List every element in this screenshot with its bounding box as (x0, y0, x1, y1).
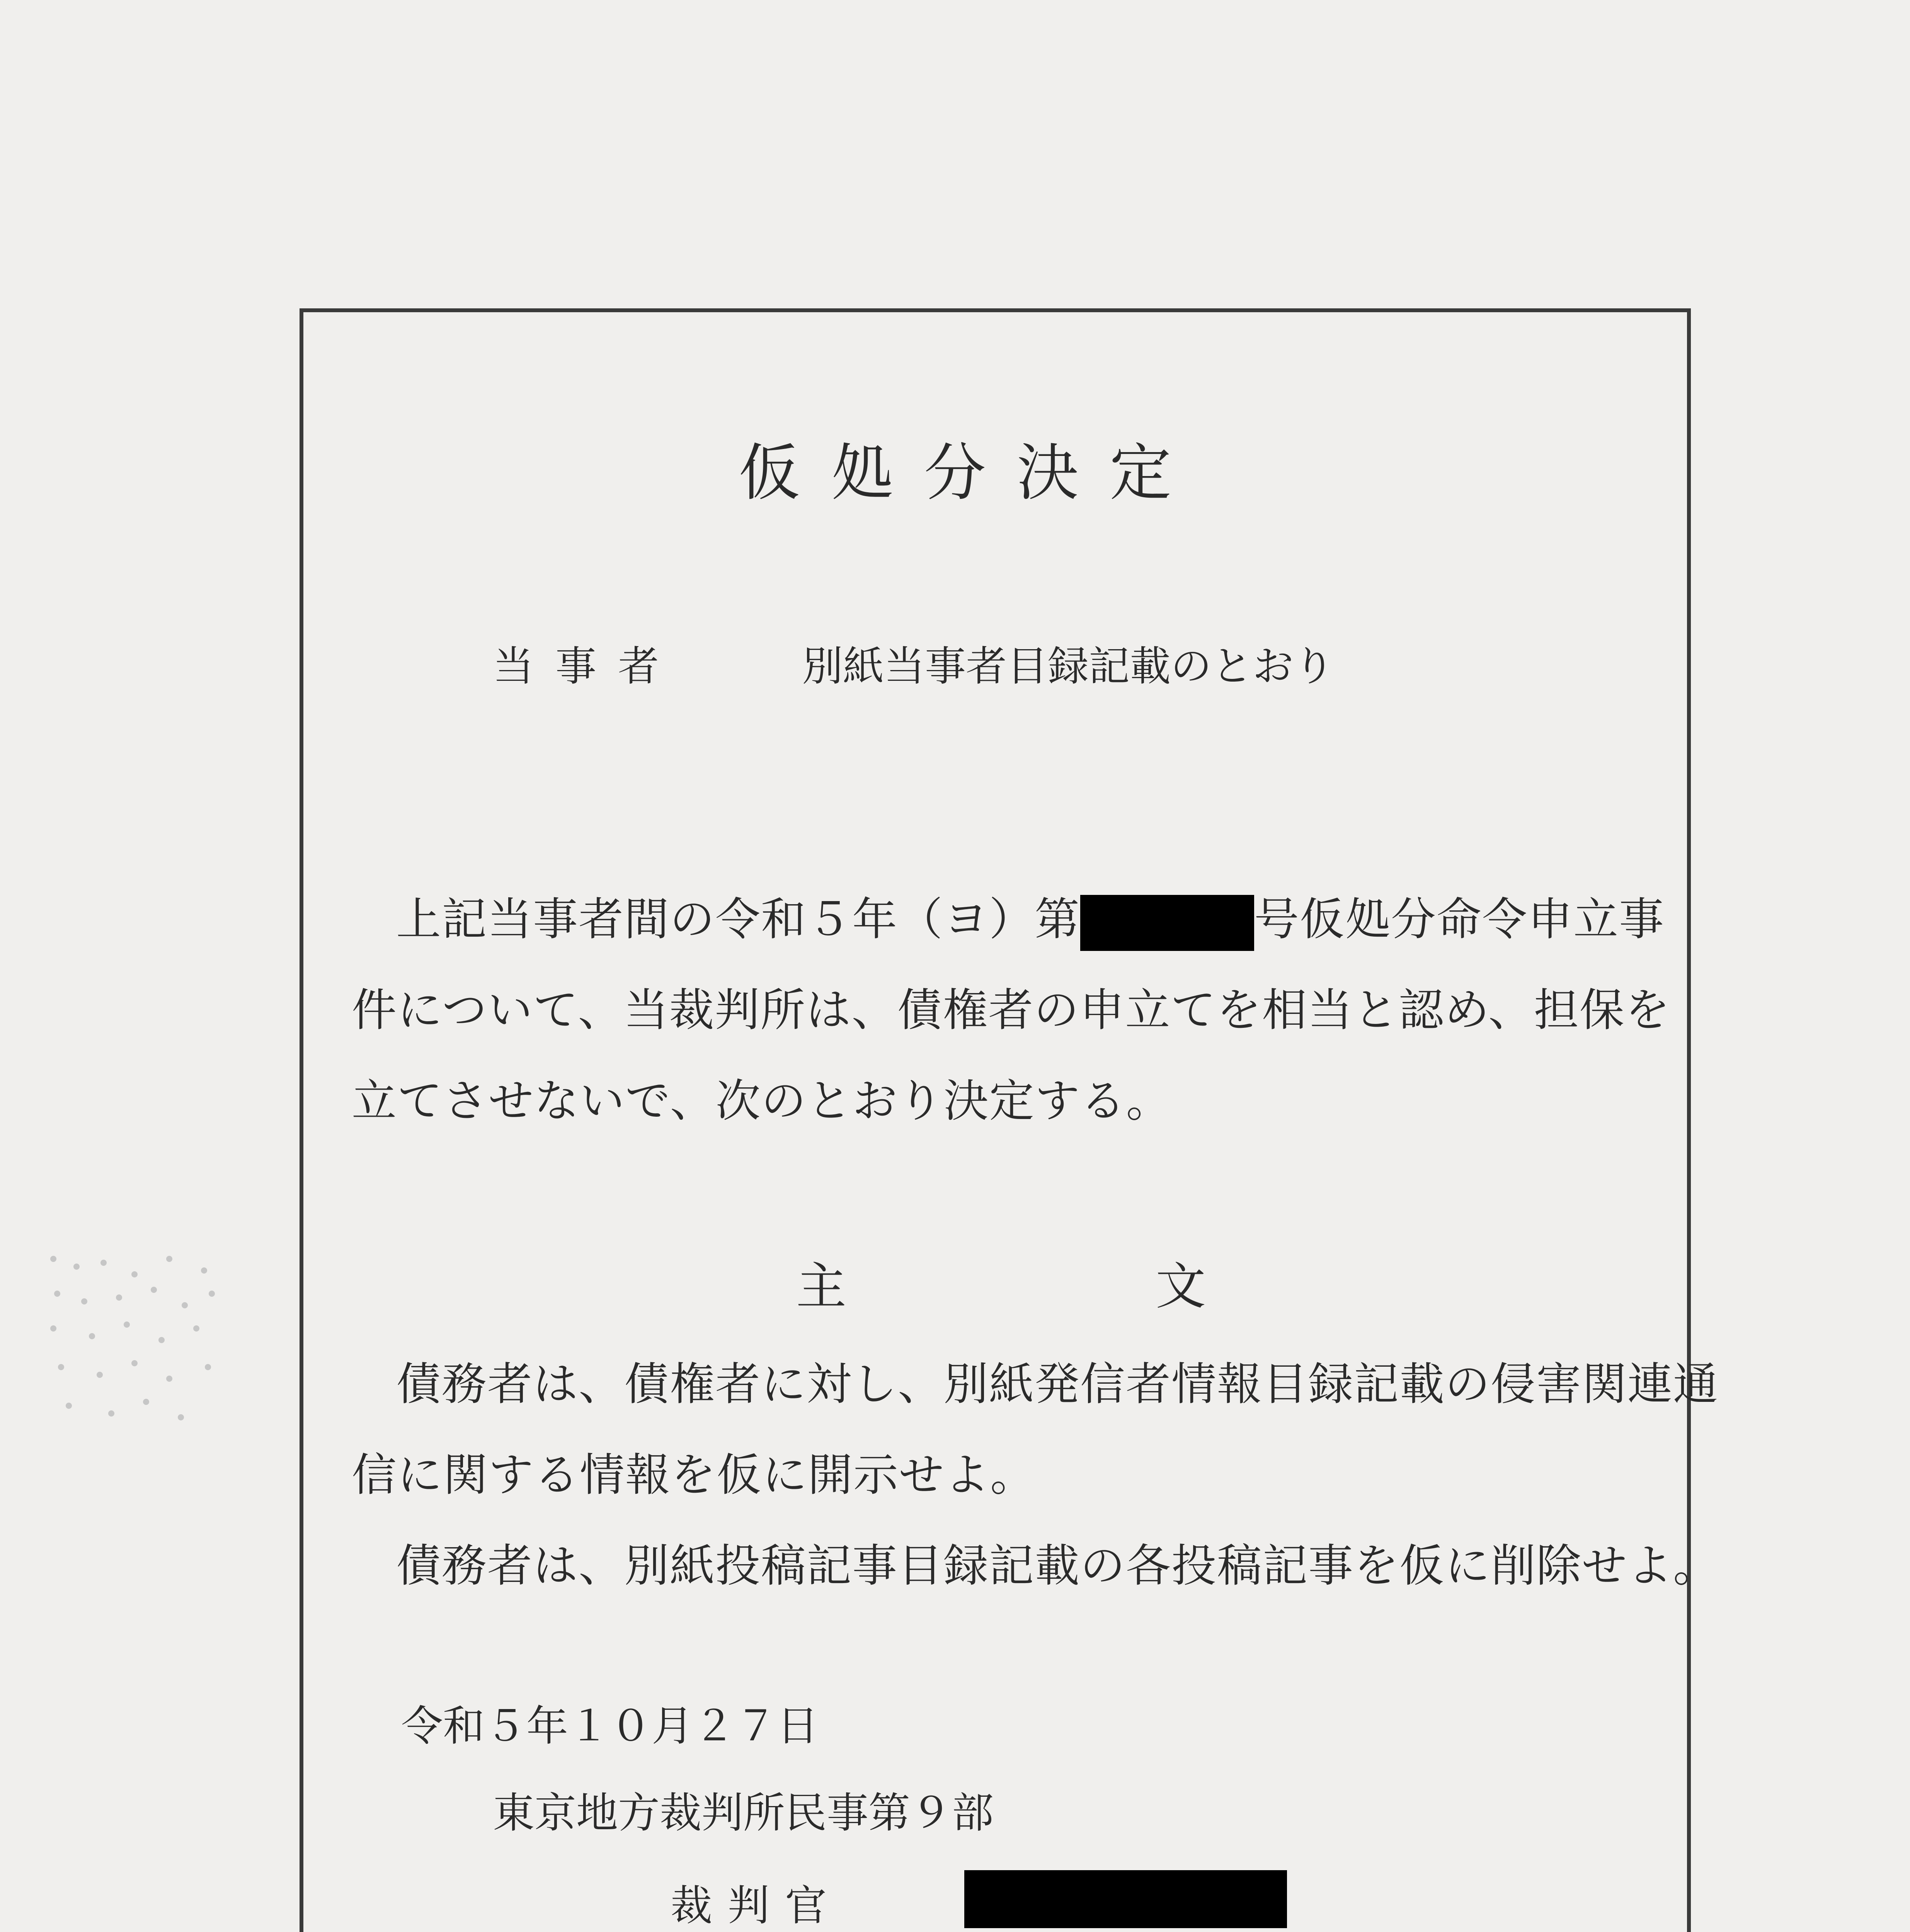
main-text-line-2: 信に関する情報を仮に開示せよ。 (352, 1449, 1036, 1501)
party-label: 当事者 (493, 643, 681, 690)
intro-line-1-suffix: 号仮処分命令申立事 (1254, 893, 1665, 946)
main-heading-right: 文 (1156, 1257, 1206, 1316)
court-name: 東京地方裁判所民事第９部 (493, 1789, 994, 1837)
main-text-line-3: 債務者は、別紙投稿記事目録記載の各投稿記事を仮に削除せよ。 (396, 1540, 1719, 1592)
case-number-redaction (1080, 895, 1254, 951)
intro-line-1-prefix: 上記当事者間の令和５年（ヨ）第 (396, 893, 1080, 946)
judge-label: 裁判官 (671, 1882, 843, 1930)
document-title: 仮処分決定 (738, 437, 1202, 509)
intro-line-3: 立てさせないで、次のとおり決定する。 (352, 1075, 1172, 1127)
decision-date: 令和５年１０月２７日 (401, 1702, 819, 1750)
punch-hole-marks (43, 1248, 224, 1434)
intro-line-1 (396, 874, 1665, 965)
main-heading-left: 主 (796, 1257, 847, 1316)
intro-line-2: 件について、当裁判所は、債権者の申立てを相当と認め、担保を (352, 984, 1671, 1036)
main-text-line-1: 債務者は、債権者に対し、別紙発信者情報目録記載の侵害関連通 (396, 1358, 1719, 1410)
judge-name-redaction (964, 1870, 1287, 1928)
party-value: 別紙当事者目録記載のとおり (802, 643, 1335, 690)
